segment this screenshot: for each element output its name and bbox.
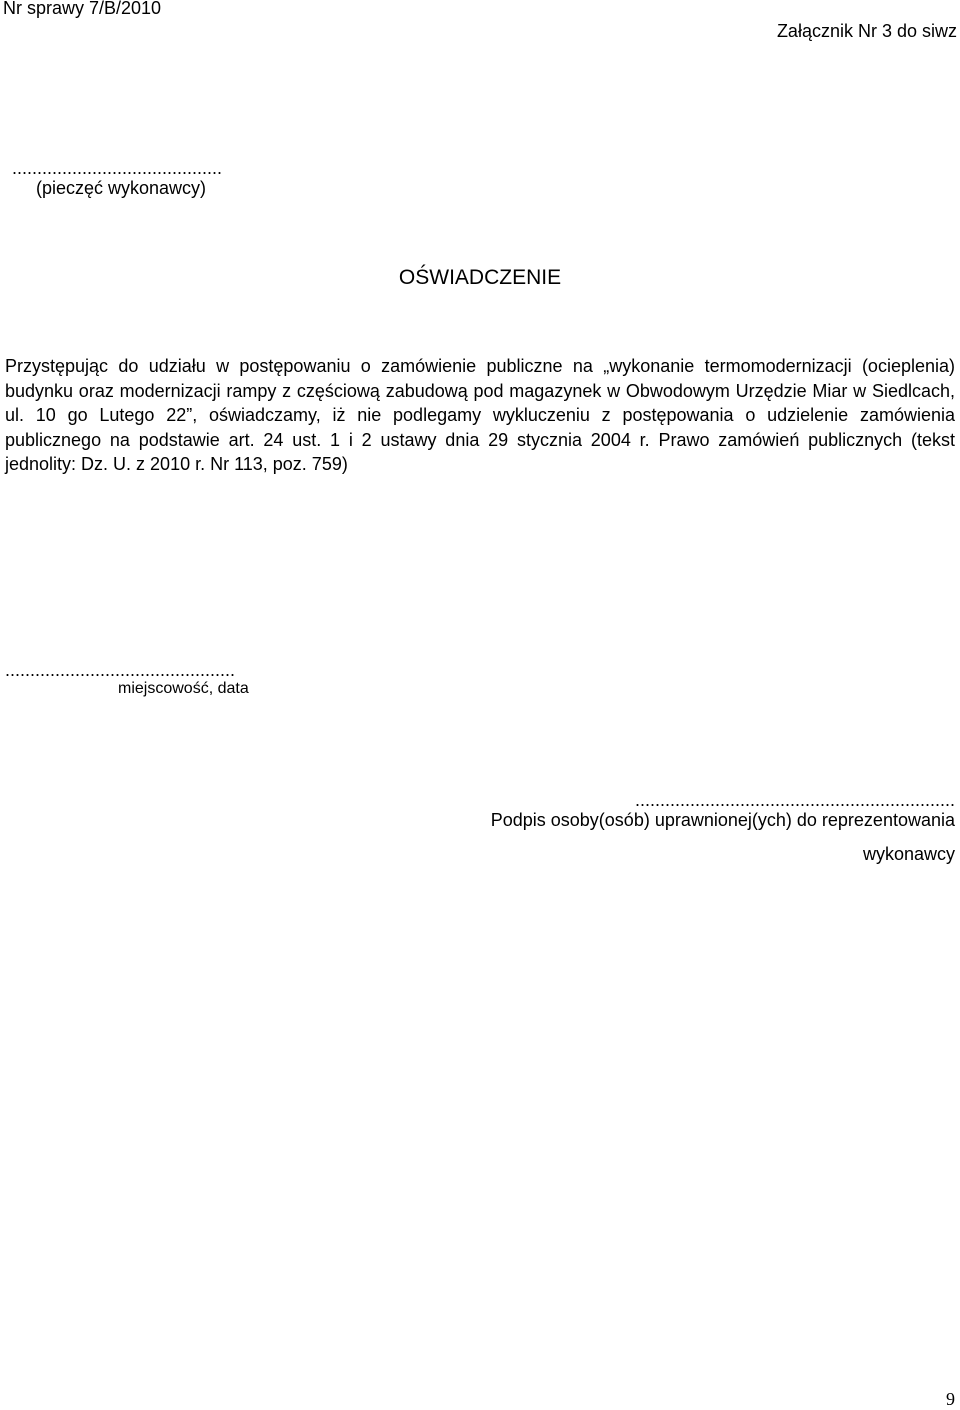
declaration-body: Przystępując do udziału w postępowaniu o zamówienie publiczne na „wykonanie termomodernizacji (ocieplenia) budynku oraz modernizacji rampy z częściową zabudową pod magazynek w Obwodowym Urzędzie Miar w Siedlcach, ul. 10 go Lutego 22”, oświadczamy, iż nie podlegamy wykluczeniu z postępowania o udzielenie zamówienia publicznego na podstawie art. 24 ust. 1 i 2 ustawy dnia 29 stycznia 2004 r. Prawo zamówień publicznych (tekst jednolity: Dz. U. z 2010 r. Nr 113, poz. 759)	[5, 356, 955, 474]
stamp-dotted-line: ..........................................	[12, 158, 223, 178]
document-title: OŚWIADCZENIE	[398, 266, 562, 289]
stamp-label: (pieczęć wykonawcy)	[36, 178, 207, 198]
case-number: Nr sprawy 7/B/2010	[3, 0, 162, 18]
signature-label: Podpis osoby(osób) uprawnionej(ych) do reprezentowania	[490, 810, 955, 830]
attachment-label: Załącznik Nr 3 do siwz	[776, 21, 957, 41]
page-number: 9	[946, 1389, 955, 1409]
signature-dotted-line: ................................................................	[634, 790, 955, 810]
signature-label-contractor: wykonawcy	[862, 844, 955, 864]
place-date-label: miejscowość, data	[118, 680, 249, 697]
place-date-dotted-line: ..............................................	[5, 660, 236, 680]
